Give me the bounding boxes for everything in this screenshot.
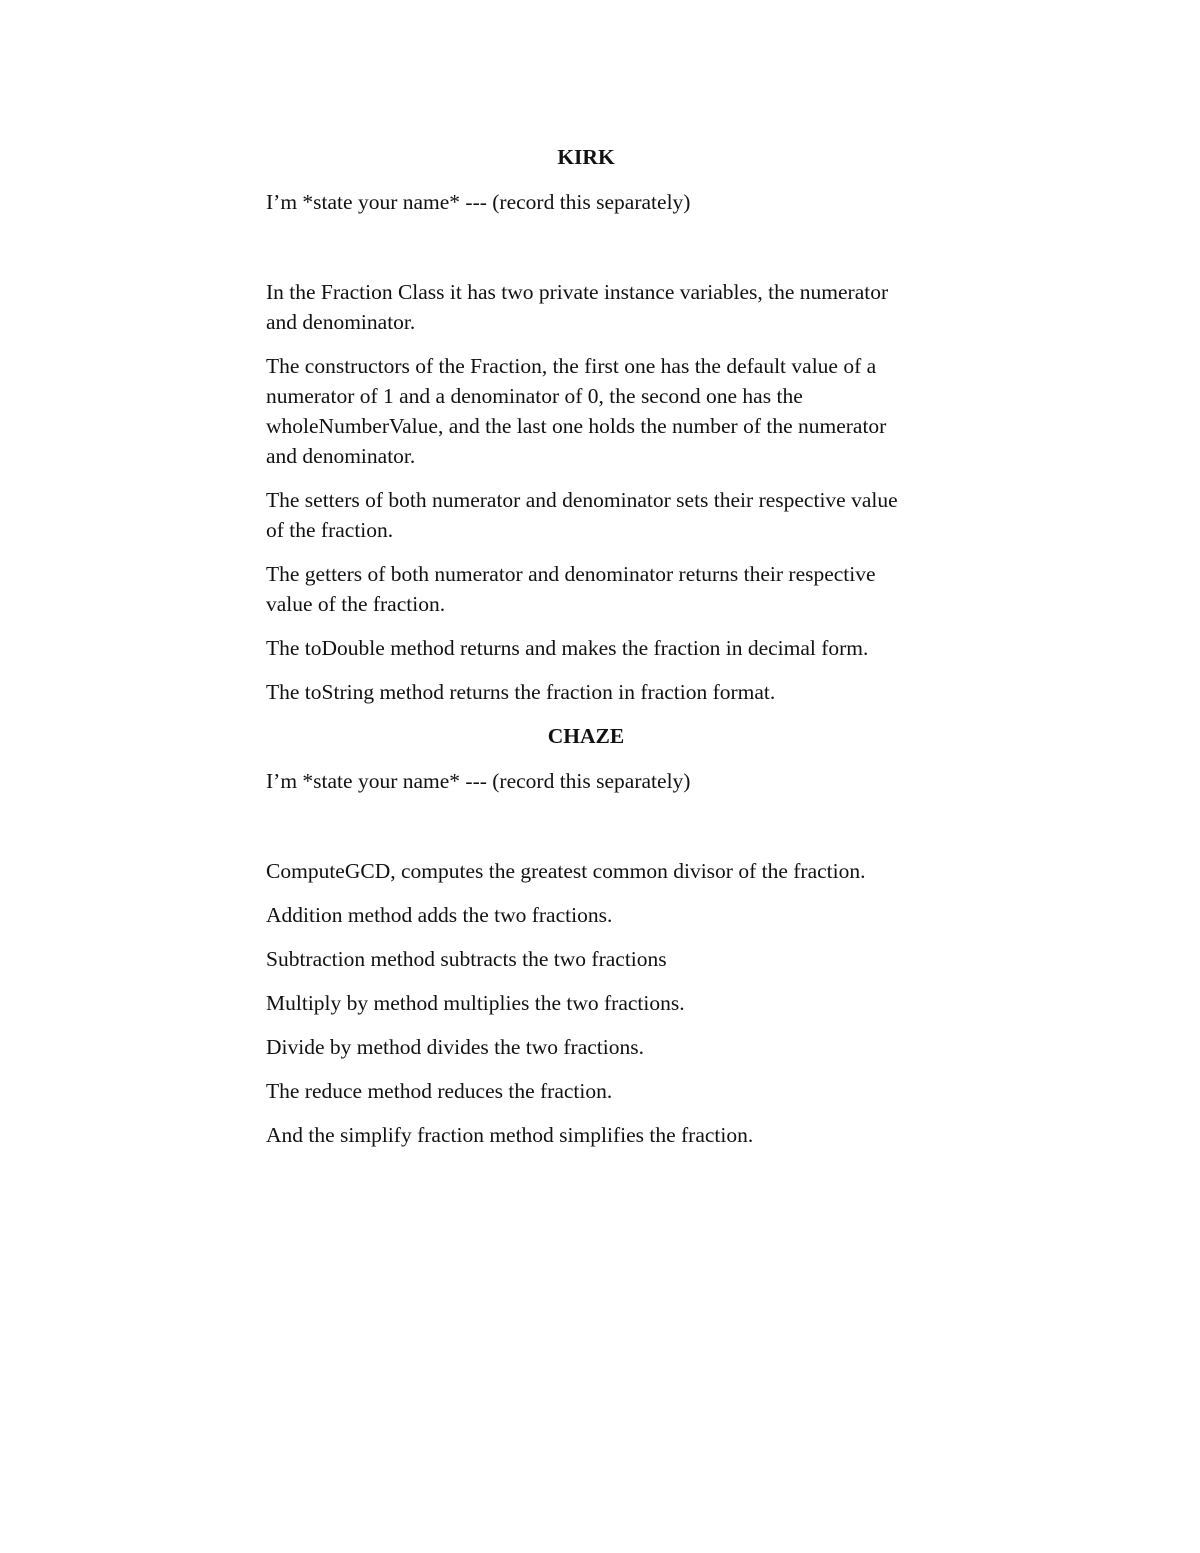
speaker-heading: CHAZE xyxy=(547,724,625,748)
speaker-heading: KIRK xyxy=(557,145,615,169)
paragraph: The getters of both numerator and denominator returns their respective value of the fraction. xyxy=(266,562,876,616)
spacer xyxy=(266,217,906,277)
paragraph: The reduce method reduces the fraction. xyxy=(266,1079,613,1103)
paragraph: In the Fraction Class it has two private instance variables, the numerator and denominator. xyxy=(266,280,889,334)
paragraph: Addition method adds the two fractions. xyxy=(266,903,613,927)
paragraph: The setters of both numerator and denominator sets their respective value of the fraction. xyxy=(266,488,898,542)
paragraph: The constructors of the Fraction, the first one has the default value of a numerator of 1 and a denominator of 0, the second one has the wholeNumberValue, and the last one holds the number of the numerator and denominator. xyxy=(266,354,887,468)
paragraph: Divide by method divides the two fractions. xyxy=(266,1035,644,1059)
paragraph: Subtraction method subtracts the two fractions xyxy=(266,947,667,971)
spacer xyxy=(266,796,906,856)
paragraph: And the simplify fraction method simplifies the fraction. xyxy=(266,1123,754,1147)
intro-line: I’m *state your name* --- (record this separately) xyxy=(266,190,691,214)
paragraph: Multiply by method multiplies the two fractions. xyxy=(266,991,685,1015)
section-chaze xyxy=(266,721,906,1150)
paragraph: The toString method returns the fraction in fraction format. xyxy=(266,680,776,704)
paragraph: ComputeGCD, computes the greatest common divisor of the fraction. xyxy=(266,859,866,883)
paragraph: The toDouble method returns and makes the fraction in decimal form. xyxy=(266,636,869,660)
section-kirk xyxy=(266,142,906,707)
document-body xyxy=(266,142,906,1164)
intro-line: I’m *state your name* --- (record this separately) xyxy=(266,769,691,793)
